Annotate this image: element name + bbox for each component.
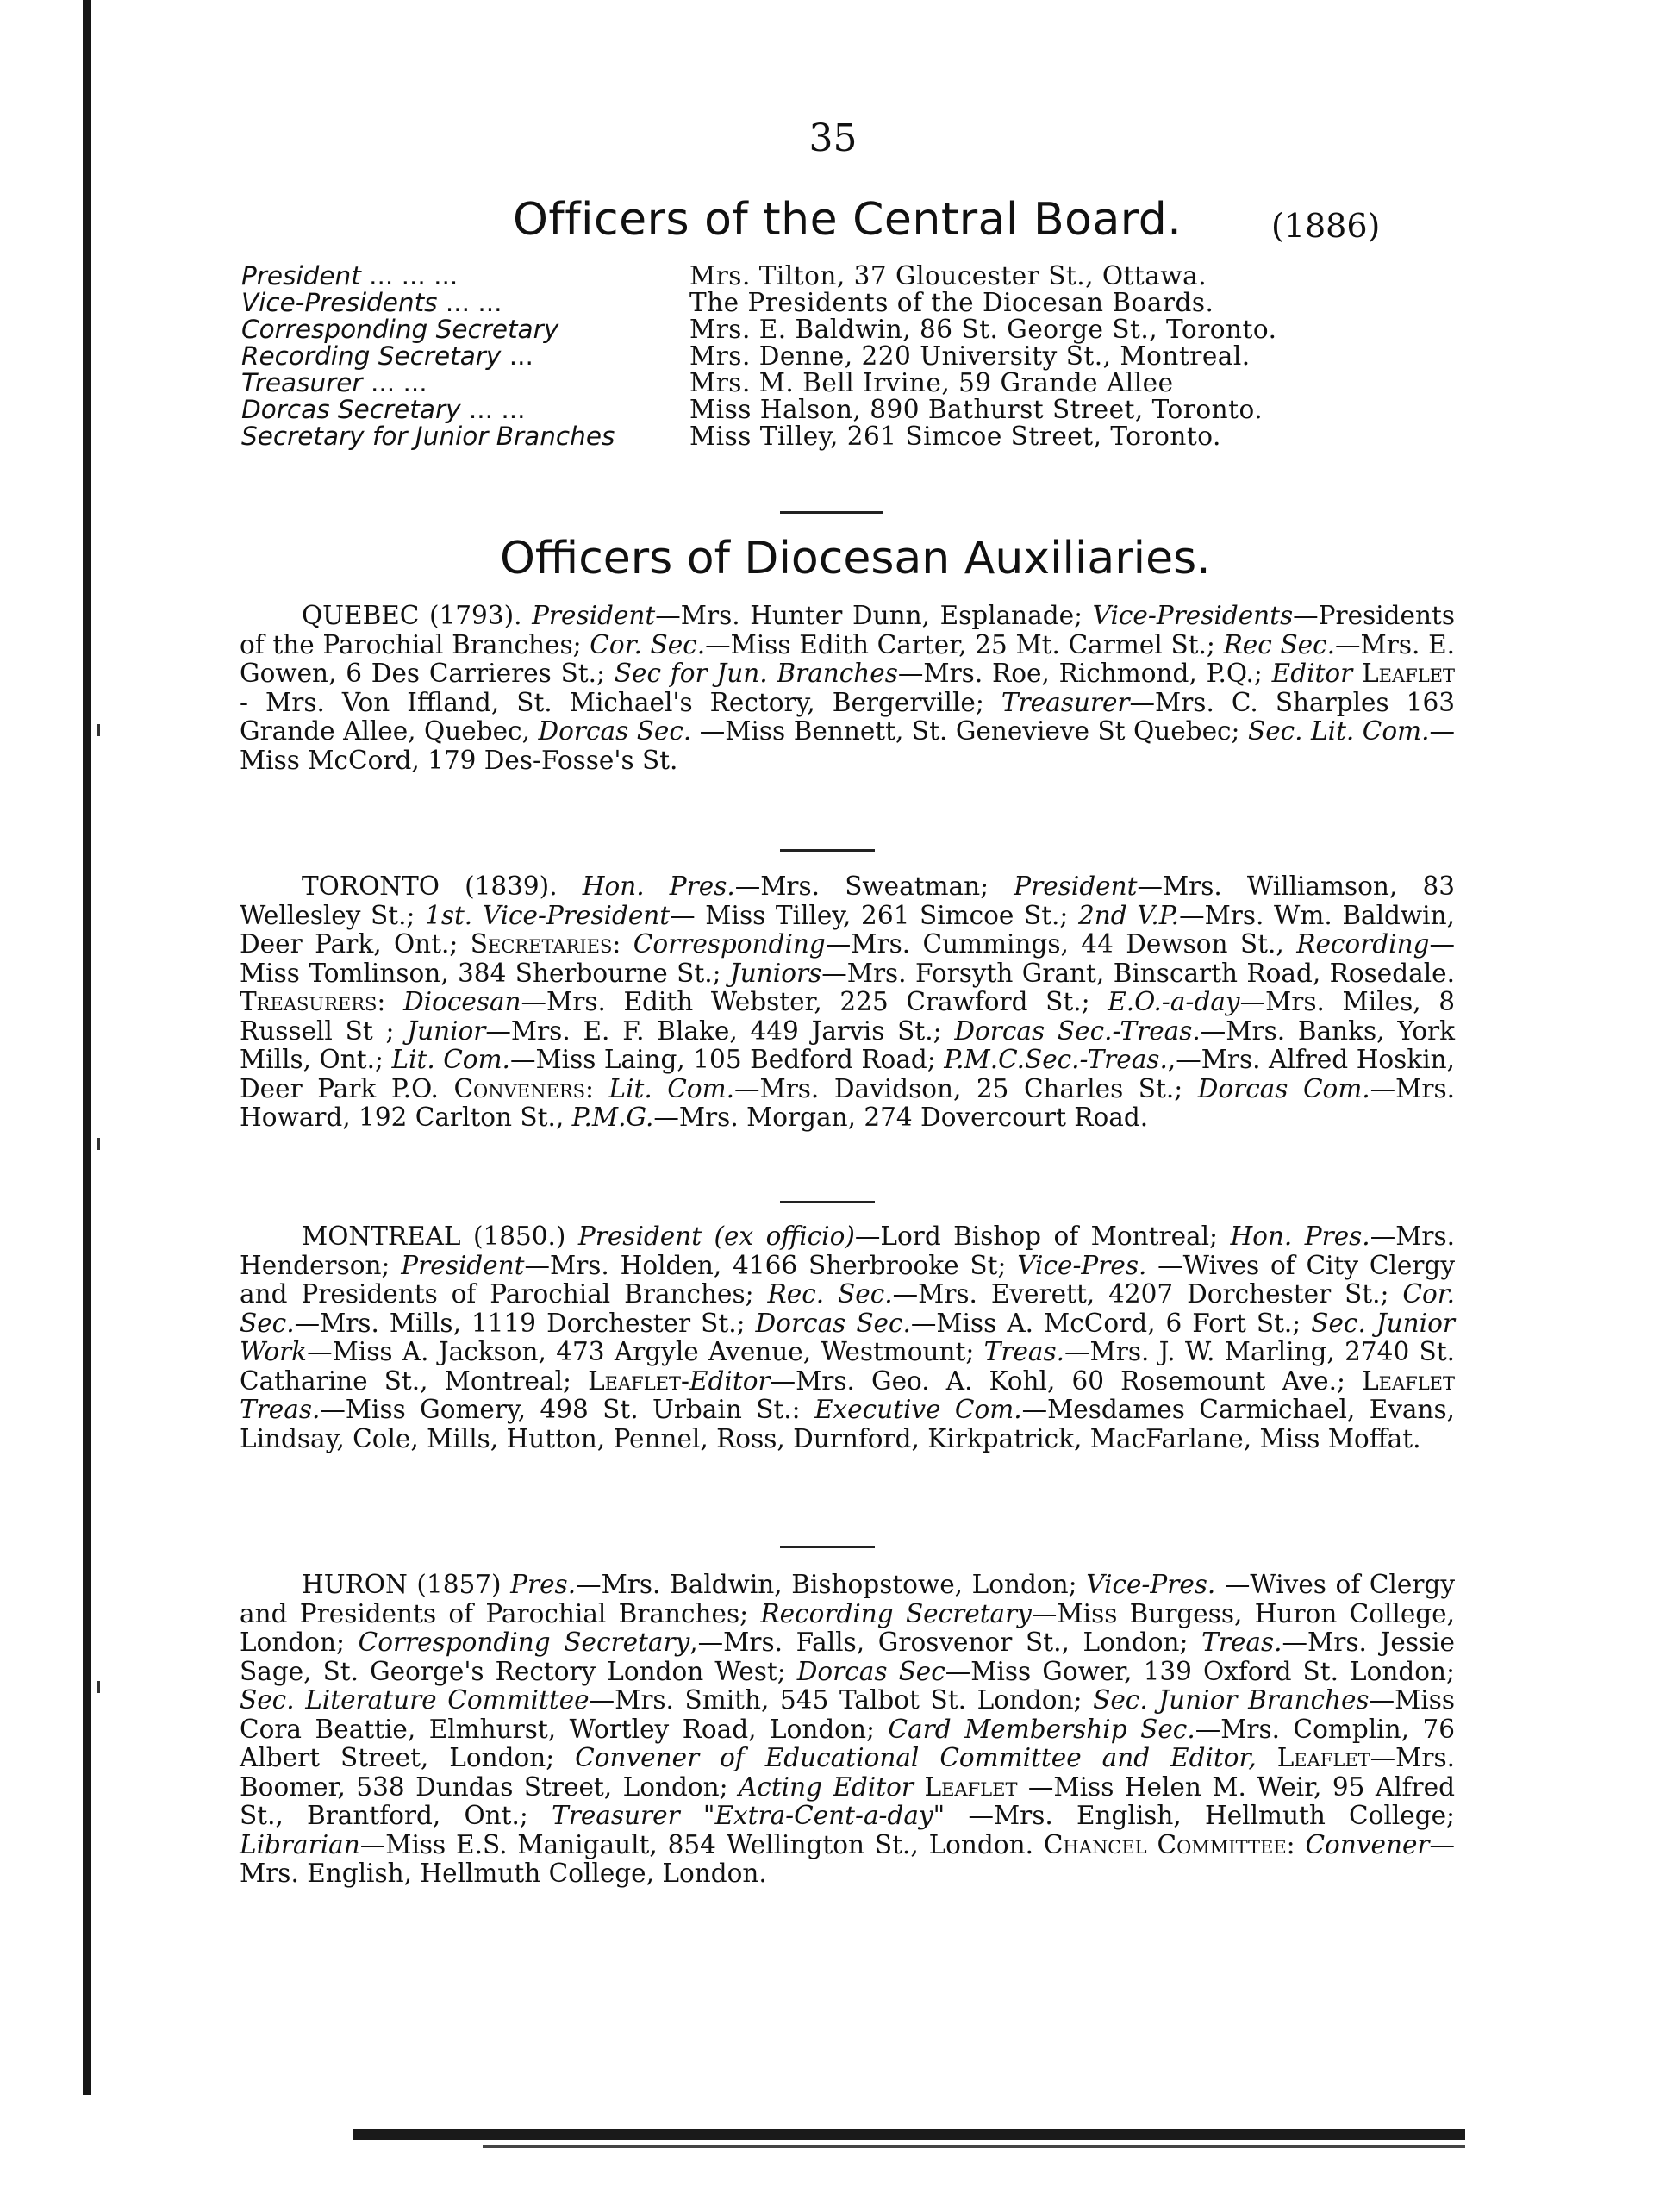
montreal-paragraph: MONTREAL (1850.) President (ex officio)—Lord Bishop of Montreal; Hon. Pres.—Mrs. Henderson; President—Mrs. Holden, 4166 Sherbrooke St; Vice-Pres. —Wives of City Clergy and Presidents of Parochial Branches; Rec. Sec.—Mrs. Everett, 4207 Dorchester St.; Cor. Sec.—Mrs. Mills, 1119 Dorchester St.; Dorcas Sec.—Miss A. McCord, 6 Fort St.; Sec. Junior Work—Miss A. Jackson, 473 Argyle Avenue, Westmount; Treas.—Mrs. J. W. Marling, 2740 St. Catharine St., Montreal; Leaflet-Editor—Mrs. Geo. A. Kohl, 60 Rosemount Ave.; Leaflet Treas.—Miss Gomery, 498 St. Urbain St.: Executive Com.—Mesdames Carmichael, Evans, Lindsay, Cole, Mills, Hutton, Pennel, Ross, Durnford, Kirkpatrick, MacFarlane, Miss Moffat. — [240, 1222, 1456, 1453]
officer-role: Secretary for Junior Branches — [241, 422, 615, 451]
montreal-section — [240, 1222, 1455, 1453]
huron-paragraph: HURON (1857) Pres.—Mrs. Baldwin, Bishopstowe, London; Vice-Pres. —Wives of Clergy and Presidents of Parochial Branches; Recording Secretary—Miss Burgess, Huron College, London; Corresponding Secretary,—Mrs. Falls, Grosvenor St., London; Treas.—Mrs. Jessie Sage, St. George's Rectory London West; Dorcas Sec—Miss Gower, 139 Oxford St. London; Sec. Literature Committee—Mrs. Smith, 545 Talbot St. London; Sec. Junior Branches—Miss Cora Beattie, Elmhurst, Wortley Road, London; Card Membership Sec.—Mrs. Complin, 76 Albert Street, London; Convener of Educational Committee and Editor, Leaflet—Mrs. Boomer, 538 Dundas Street, London; Acting Editor Leaflet —Miss Helen M. Weir, 95 Alfred St., Brantford, Ont.; Treasurer "Extra-Cent-a-day" —Mrs. English, Hellmuth College; Librarian—Miss E.S. Manigault, 854 Wellington St., London. Chancel Committee: Convener—Mrs. English, Hellmuth College, London. — [240, 1570, 1456, 1888]
leader-dots: ... ... — [362, 368, 427, 397]
officer-role: President — [241, 261, 361, 291]
quebec-section — [240, 602, 1455, 775]
bottom-scan-rule — [353, 2129, 1465, 2140]
diocesan-title: Officers of Diocesan Auxiliaries. — [500, 533, 1211, 584]
quebec-paragraph: QUEBEC (1793). President—Mrs. Hunter Dunn, Esplanade; Vice-Presidents—Presidents of the Parochial Branches; Cor. Sec.—Miss Edith Carter, 25 Mt. Carmel St.; Rec Sec.—Mrs. E. Gowen, 6 Des Carrieres St.; Sec for Jun. Branches—Mrs. Roe, Richmond, P.Q.; Editor Leaflet - Mrs. Von Iffland, St. Michael's Rectory, Bergerville; Treasurer—Mrs. C. Sharples 163 Grande Allee, Quebec, Dorcas Sec. —Miss Bennett, St. Genevieve St Quebec; Sec. Lit. Com.—Miss McCord, 179 Des-Fosse's St. — [240, 601, 1455, 775]
officer-row — [241, 370, 1465, 397]
scan-speck — [97, 724, 100, 736]
binding-edge — [83, 0, 91, 2095]
section-divider — [780, 511, 883, 514]
officer-role: Dorcas Secretary — [241, 395, 461, 424]
officer-name: Miss Halson, 890 Bathurst Street, Toronto. — [689, 395, 1264, 424]
scan-speck — [97, 1138, 100, 1150]
officer-name: Mrs. M. Bell Irvine, 59 Grande Allee — [689, 368, 1174, 397]
section-divider — [780, 1546, 875, 1548]
officer-name: Mrs. E. Baldwin, 86 St. George St., Toronto. — [689, 315, 1277, 344]
section-divider — [780, 1201, 875, 1203]
officer-row — [241, 316, 1465, 343]
officer-row — [241, 290, 1465, 316]
officer-row — [241, 263, 1465, 290]
officer-role: Recording Secretary — [241, 341, 502, 371]
officer-name: The Presidents of the Diocesan Boards. — [689, 288, 1214, 317]
toronto-paragraph: TORONTO (1839). Hon. Pres.—Mrs. Sweatman; President—Mrs. Williamson, 83 Wellesley St.; 1st. Vice-President— Miss Tilley, 261 Simcoe St.; 2nd V.P.—Mrs. Wm. Baldwin, Deer Park, Ont.; Secretaries: Corresponding—Mrs. Cummings, 44 Dewson St., Recording—Miss Tomlinson, 384 Sherbourne St.; Juniors—Mrs. Forsyth Grant, Binscarth Road, Rosedale. Treasurers: Diocesan—Mrs. Edith Webster, 225 Crawford St.; E.O.-a-day—Mrs. Miles, 8 Russell St ; Junior—Mrs. E. F. Blake, 449 Jarvis St.; Dorcas Sec.-Treas.—Mrs. Banks, York Mills, Ont.; Lit. Com.—Miss Laing, 105 Bedford Road; P.M.C.Sec.-Treas.,—Mrs. Alfred Hoskin, Deer Park P.O. Conveners: Lit. Com.—Mrs. Davidson, 25 Charles St.; Dorcas Com.—Mrs. Howard, 192 Carlton St., P.M.G.—Mrs. Morgan, 274 Dovercourt Road. — [240, 872, 1456, 1132]
page-number: 35 — [808, 116, 858, 160]
leader-dots: ... ... ... — [360, 261, 459, 291]
huron-section — [240, 1571, 1455, 1889]
bottom-scan-rule — [483, 2145, 1465, 2148]
officer-name: Mrs. Tilton, 37 Gloucester St., Ottawa. — [689, 261, 1207, 291]
central-board-officers — [241, 263, 1465, 450]
leader-dots: ... — [501, 341, 533, 371]
section-divider — [780, 849, 875, 852]
officer-row — [241, 397, 1465, 423]
leader-dots: ... ... — [460, 395, 526, 424]
officer-role: Treasurer — [241, 368, 363, 397]
officer-name: Mrs. Denne, 220 University St., Montreal. — [689, 341, 1251, 371]
scan-speck — [97, 1681, 100, 1693]
officer-row — [241, 423, 1465, 450]
toronto-section — [240, 872, 1455, 1133]
officer-role: Corresponding Secretary — [241, 315, 559, 344]
leader-dots: ... ... — [437, 288, 502, 317]
central-board-title: Officers of the Central Board. — [513, 194, 1182, 246]
officer-name: Miss Tilley, 261 Simcoe Street, Toronto. — [689, 422, 1221, 451]
officer-role: Vice-Presidents — [241, 288, 438, 317]
officer-row — [241, 343, 1465, 370]
central-board-year: (1886) — [1271, 207, 1381, 245]
